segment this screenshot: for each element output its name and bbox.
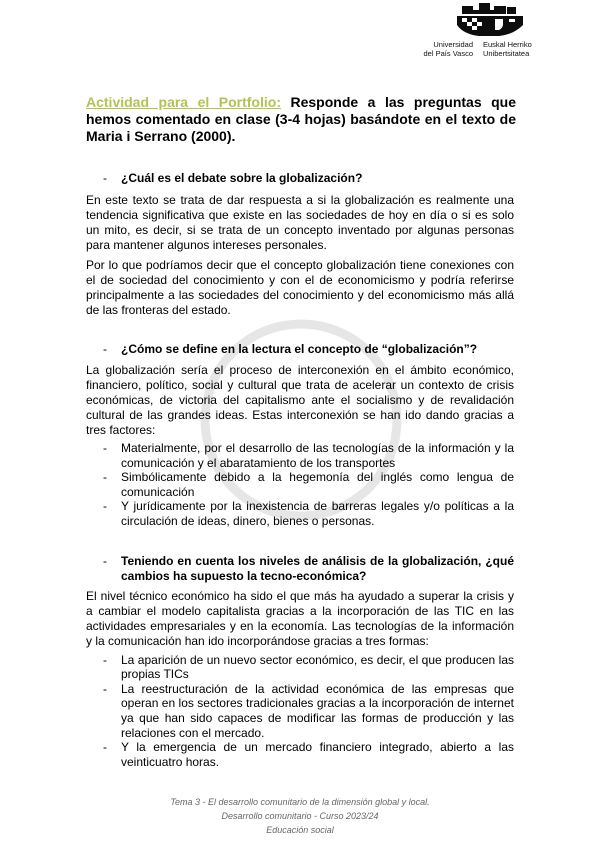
list-item: - Simbólicamente debido a la hegemonía del inglés como lengua de comunicación: [86, 470, 514, 499]
upv-ehu-logo-icon: [457, 3, 523, 37]
logo-name-basque: [483, 41, 532, 58]
footer-line: Educación social: [266, 825, 334, 835]
question-heading: - ¿Cómo se define en la lectura el concepto de “globalización”?: [86, 342, 514, 357]
document-body: [86, 94, 517, 769]
footer-line: Tema 3 - El desarrollo comunitario de la dimensión global y local.: [170, 797, 430, 807]
answer-paragraph: En este texto se trata de dar respuesta a si la globalización es realmente una tendencia significativa que existe en las sociedades de hoy en día o si es solo un mito, es decir, si se trata de un concepto inventado por algunas personas para mantener algunos intereses personales.: [86, 193, 514, 252]
logo-name-spanish-line: Universidad: [433, 40, 473, 49]
logo-name-spanish: [424, 41, 473, 58]
logo-name-spanish-line: del País Vasco: [423, 48, 473, 58]
bullet-list: [86, 441, 514, 529]
title-label: Actividad para el Portfolio:: [86, 94, 281, 110]
list-item: - Y jurídicamente por la inexistencia de barreras legales y/o políticas a la circulación de ideas, dinero, bienes o personas.: [86, 499, 514, 528]
list-item: - La reestructuración de la actividad económica de las empresas que operan en los sectores tradicionales gracias a la incorporación de internet ya que han sido capaces de modificar las formas de producción y las relaciones con el mercado.: [86, 682, 514, 740]
question-heading: - Teniendo en cuenta los niveles de análisis de la globalización, ¿qué cambios ha supuesto la tecno-económica?: [86, 554, 514, 584]
list-item: - La aparición de un nuevo sector económico, es decir, el que producen las propias TICs: [86, 653, 514, 682]
logo-name-basque-line: Unibertsitatea: [483, 48, 530, 58]
answer-paragraph: El nivel técnico económico ha sido el que más ha ayudado a superar la crisis y a cambiar el modelo capitalista gracias a la incorporación de las TIC en las actividades empresariales y en la economía. Las tecnologías de la información y la comunicación han ido incorporándose gracias a tres formas:: [86, 588, 514, 648]
answer-paragraph: La globalización sería el proceso de interconexión en el ámbito económico, financiero, político, social y cultural que trata de acelerar un contexto de crisis económicas, de victoria del capitalismo ante el socialismo y de revalidación cultural de las grandes ideas. Estas interconexión se han ido dando gracias a tres factores:: [86, 363, 514, 437]
activity-title: [86, 94, 516, 145]
question-heading: - ¿Cuál es el debate sobre la globalización?: [86, 171, 514, 186]
list-item: - Y la emergencia de un mercado financiero integrado, abierto a las veinticuatro horas.: [86, 740, 514, 769]
list-item: - Materialmente, por el desarrollo de las tecnologías de la información y la comunicación y el abaratamiento de los transportes: [86, 441, 514, 470]
answer-paragraph: Por lo que podríamos decir que el concepto globalización tiene conexiones con el de sociedad del conocimiento y con el de economicismo y podría referirse principalmente a las sociedades del conocimiento y del economicismo más allá de las fronteras del estado.: [86, 258, 514, 317]
bullet-list: [86, 653, 514, 770]
footer-line: Desarrollo comunitario - Curso 2023/24: [221, 811, 379, 821]
page-footer: [0, 795, 600, 837]
logo-name-basque-line: Euskal Herriko: [483, 40, 532, 49]
title-text: Responde a las preguntas que hemos comentado en clase (3-4 hojas) basándote en el texto de Maria i Serrano (2000).: [86, 94, 517, 144]
